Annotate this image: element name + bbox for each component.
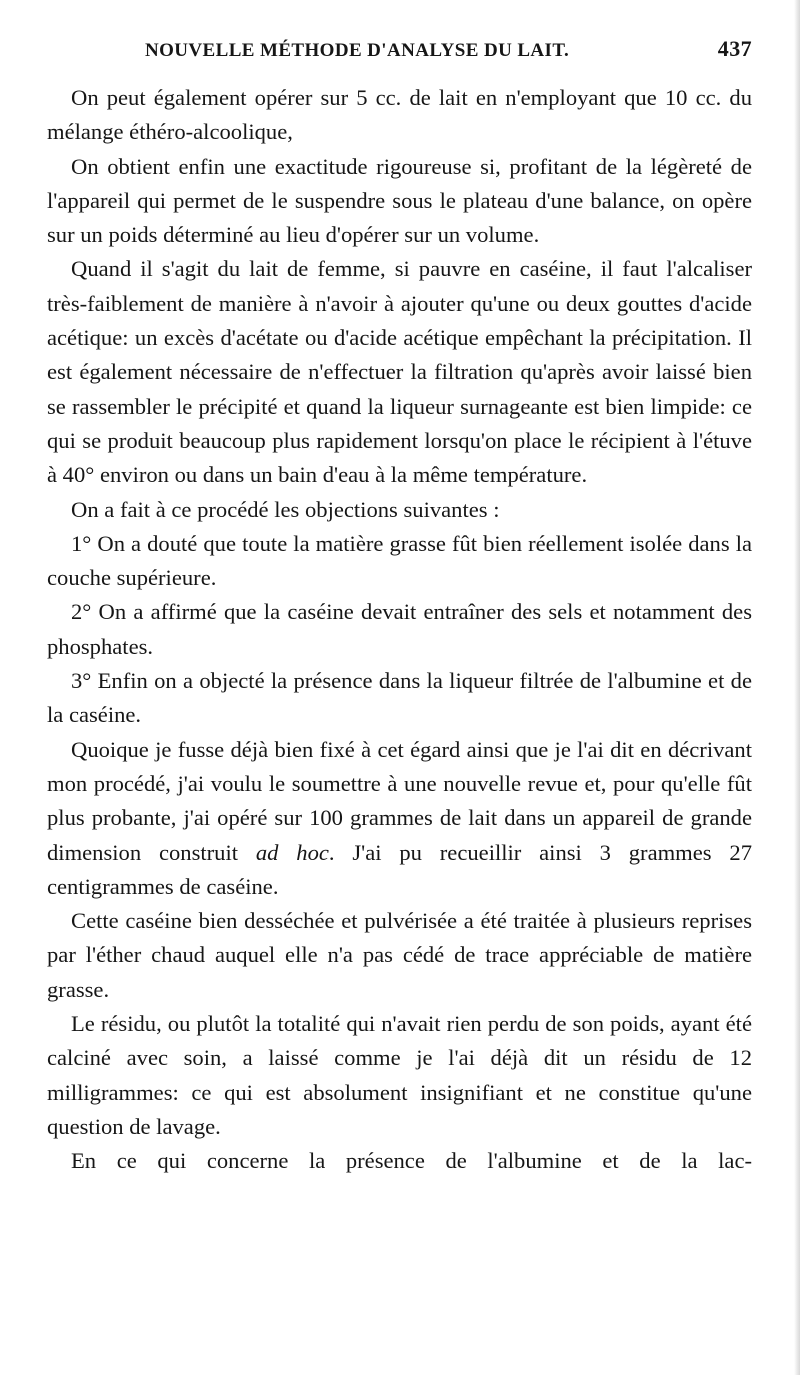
- page-header: [47, 36, 752, 70]
- paragraph: On peut également opérer sur 5 cc. de lait en n'employant que 10 cc. du mélange éthéro-alcoolique,: [47, 85, 752, 145]
- paragraph: On obtient enfin une exactitude rigoureuse si, profitant de la légèreté de l'appareil qui permet de le suspendre sous le plateau d'une balance, on opère sur un poids déterminé au lieu d'opérer sur un volume.: [47, 153, 752, 248]
- page-number: 437: [717, 36, 752, 61]
- paragraph: Le résidu, ou plutôt la totalité qui n'avait rien perdu de son poids, ayant été calciné avec soin, a laissé comme je l'ai déjà dit un résidu de 12 milligrammes: ce qui est absolument insignifiant et ne constitue qu'une question de lavage.: [47, 1011, 752, 1139]
- paragraph-list-item: 2° On a affirmé que la caséine devait entraîner des sels et notamment des phosphates.: [47, 599, 752, 659]
- paragraph-text: Quoique je fusse déjà bien fixé à cet égard ainsi que je l'ai dit en décrivant mon procédé, j'ai voulu le soumettre à une nouvelle revue et, pour qu'elle fût plus probante, j'ai opéré sur 100 grammes de lait dans un appareil de grande dimension construit: [47, 736, 752, 865]
- page-edge-shadow: [794, 0, 800, 1375]
- body-text: [47, 81, 752, 1179]
- paragraph-truncated: En ce qui concerne la présence de l'albumine et de la lac-: [71, 1148, 752, 1174]
- paragraph-list-item: 3° Enfin on a objecté la présence dans la liqueur filtrée de l'albumine et de la caséine.: [47, 668, 752, 728]
- paragraph: Quand il s'agit du lait de femme, si pauvre en caséine, il faut l'alcaliser très-faiblement de manière à n'avoir à ajouter qu'une ou deux gouttes d'acide acétique: un excès d'acétate ou d'acide acétique empêchant la précipitation. Il est également nécessaire de n'effectuer la filtration qu'après avoir laissé bien se rassembler le précipité et quand la liqueur surnageante est bien limpide: ce qui se produit beaucoup plus rapidement lorsqu'on place le récipient à l'étuve à 40° environ ou dans un bain d'eau à la même température.: [47, 256, 752, 488]
- paragraph-list-item: 1° On a douté que toute la matière grasse fût bien réellement isolée dans la couche supérieure.: [47, 530, 752, 591]
- paragraph: On a fait à ce procédé les objections suivantes :: [71, 496, 500, 522]
- italic-phrase: ad hoc: [255, 839, 329, 865]
- running-title: NOUVELLE MÉTHODE D'ANALYSE DU LAIT.: [145, 40, 570, 61]
- paragraph: [47, 733, 752, 904]
- paragraph-text: . J'ai pu recueillir ainsi 3 grammes 27 centigrammes de caséine.: [47, 839, 752, 899]
- paragraph: Cette caséine bien desséchée et pulvérisée a été traitée à plusieurs reprises par l'éther chaud auquel elle n'a pas cédé de trace appréciable de matière grasse.: [47, 908, 752, 1002]
